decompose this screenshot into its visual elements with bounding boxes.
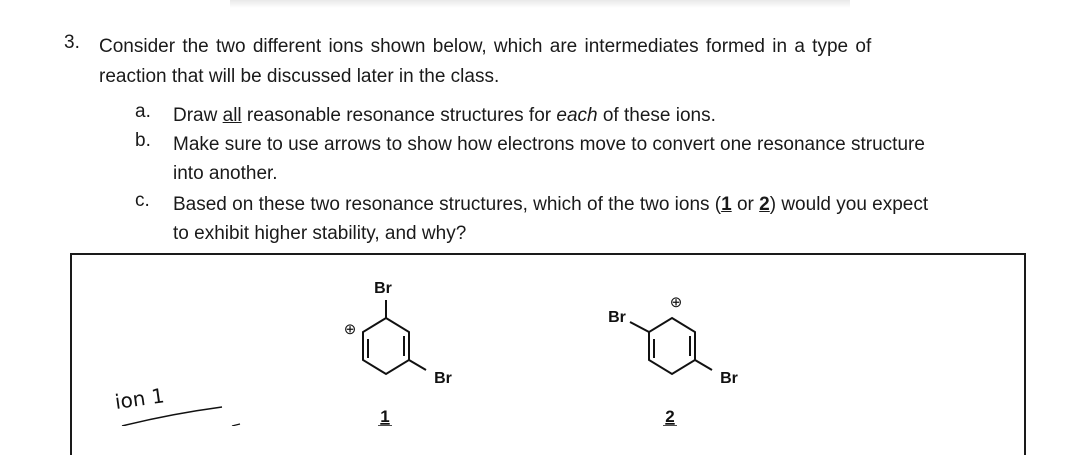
item-a-marker: a.: [135, 101, 151, 122]
question-number: 3.: [64, 32, 80, 53]
ion-2-charge-icon: ⊕: [669, 294, 683, 311]
item-a-emphasis-all: all: [222, 105, 242, 126]
ion-1-structure: [363, 300, 426, 374]
item-b-marker: b.: [135, 130, 151, 151]
item-a-emphasis-each: each: [556, 105, 598, 126]
item-c-part: ) would you expect: [769, 194, 929, 215]
ion-2-br-bottom: Br: [720, 370, 738, 387]
item-c-part: Based on these two resonance structures, which of the two ions (: [173, 194, 722, 215]
ion-1-br-bottom: Br: [434, 370, 452, 387]
ion-1-br-top: Br: [374, 280, 392, 297]
ion-1-charge-icon: ⊕: [343, 321, 357, 338]
item-a-part: reasonable resonance structures for: [241, 105, 557, 126]
item-c-ion-1-ref: 1: [721, 194, 732, 215]
item-c-marker: c.: [135, 190, 150, 211]
ion-2-label: 2: [665, 407, 675, 426]
item-c-line-2: to exhibit higher stability, and why?: [173, 223, 467, 244]
item-a-part: of these ions.: [597, 105, 716, 126]
ion-2-br-left: Br: [608, 309, 626, 326]
question-line-2: reaction that will be discussed later in the class.: [99, 66, 500, 87]
item-b-line-2: into another.: [173, 163, 278, 184]
handwritten-note: ion 1: [113, 383, 166, 414]
item-b-line-1: Make sure to use arrows to show how electrons move to convert one resonance structure: [173, 134, 925, 155]
item-c-ion-2-ref: 2: [759, 194, 770, 215]
ion-1-label: 1: [380, 407, 390, 426]
item-c-part: or: [731, 194, 760, 215]
question-line-1: Consider the two different ions shown below, which are intermediates formed in a type of: [99, 36, 872, 57]
item-a-part: Draw: [173, 105, 223, 126]
ion-2-structure: [630, 318, 712, 374]
